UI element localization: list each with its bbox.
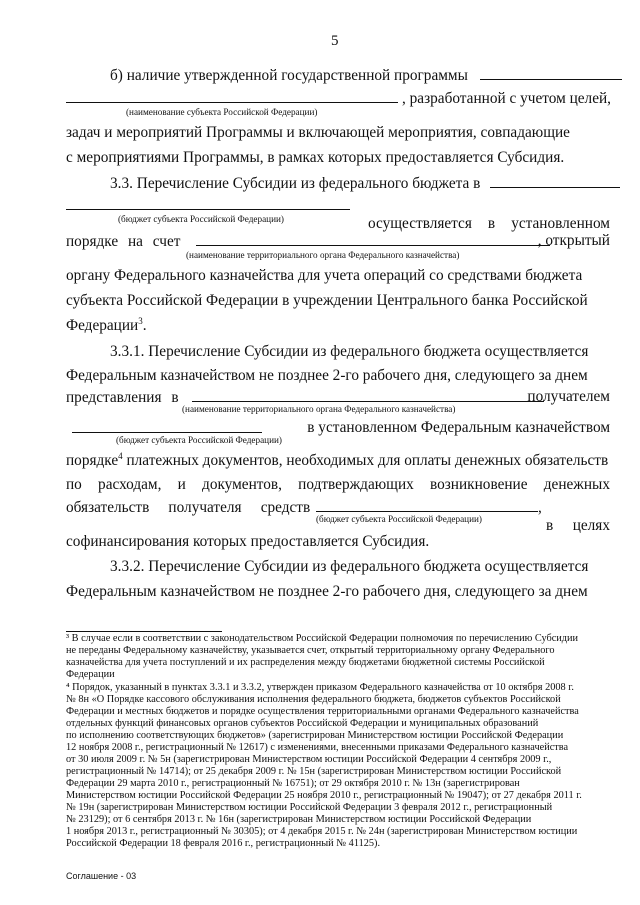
footnote-3-line: Федерации: [66, 669, 115, 680]
para-b-line-2: , разработанной с учетом целей,: [66, 89, 610, 108]
budget-blank-4: [316, 498, 538, 512]
budget-blank-3: [72, 419, 262, 433]
para-b-line-1: б) наличие утвержденной государственной программы: [110, 66, 610, 85]
footnote-4-line: № 19н (зарегистрирован Министерством юстиции Российской Федерации 3 февраля 2012 г., регистрационный: [66, 802, 553, 813]
caption-treasury-organ-1: (наименование территориального органа Федерального казначейства): [186, 250, 460, 260]
footnote-4-line: Федерации 29 марта 2010 г., регистрационный № 16751); от 29 октября 2010 г. № 13н (зарегистрирован: [66, 778, 520, 789]
footnote-3-line: казначейства для учета поступлений и их распределения между бюджетами бюджетной системы Российской: [66, 657, 545, 668]
budget-blank-1: [490, 174, 620, 188]
caption-budget-subject-2: (бюджет субъекта Российской Федерации): [116, 435, 282, 445]
para-33-line-2: осуществляется в установленном: [66, 196, 610, 215]
treasury-organ-blank: [196, 232, 550, 246]
footnote-4-line: по исполнению соответствующих бюджетов» (зарегистрирован Министерством юстиции Российской Федерации: [66, 730, 564, 741]
footnote-4-line: от 30 июля 2009 г. № 5н (зарегистрирован Министерством юстиции Российской Федерации 4 сентября 2009 г.,: [66, 754, 552, 765]
para-331-line-5: порядке$^4$ платежных документов, необходимых для оплаты денежных обязательств: [66, 450, 609, 469]
document-label: Соглашение - 03: [66, 871, 137, 881]
caption-subject-name: (наименование субъекта Российской Федерации): [126, 107, 318, 117]
para-331-line-3: представления в получателем: [66, 388, 610, 406]
footnote-3-line: не переданы Федеральному казначейству, указывается счет, открытый территориальному органу Федерального: [66, 645, 555, 656]
para-b-line-3: задач и мероприятий Программы и включающей мероприятия, совпадающие: [66, 124, 570, 141]
footnote-4-line: Федерации и местных бюджетов и порядке осуществления территориальными органами Федерального казначейства: [66, 706, 579, 717]
program-blank: [480, 66, 622, 80]
footnote-4-line: № 23129); от 6 сентября 2013 г. № 16н (зарегистрирован Министерством юстиции Российской Федерации: [66, 814, 532, 825]
footnote-4-line: ⁴ Порядок, указанный в пунктах 3.3.1 и 3.3.2, утвержден приказом Федерального казначейства от 10 октября 2008 г.: [66, 682, 574, 693]
para-331-line-1: 3.3.1. Перечисление Субсидии из федерального бюджета осуществляется: [110, 343, 589, 360]
para-33-line-5: субъекта Российской Федерации в учреждении Центрального банка Российской: [66, 292, 588, 309]
para-332-line-1: 3.3.2. Перечисление Субсидии из федерального бюджета осуществляется: [110, 558, 589, 575]
caption-treasury-organ-2: (наименование территориального органа Федерального казначейства): [182, 404, 456, 414]
caption-budget-subject: (бюджет субъекта Российской Федерации): [118, 214, 284, 224]
caption-budget-subject-3: (бюджет субъекта Российской Федерации): [316, 514, 482, 524]
para-331-line-7: обязательств получателя средств , в целях: [66, 499, 610, 534]
para-33-line-4: органу Федерального казначейства для учета операций со средствами бюджета: [66, 267, 583, 284]
para-331-line-8: софинансирования которых предоставляется Субсидия.: [66, 533, 430, 550]
para-b-line-4: с мероприятиями Программы, в рамках которых предоставляется Субсидия.: [66, 149, 565, 166]
para-331-line-6: по расходам, и документов, подтверждающих возникновение денежных: [66, 476, 610, 493]
treasury-organ-blank-2: [192, 388, 544, 402]
footnote-ref-4: 4: [118, 450, 123, 461]
para-331-line-4: в установленном Федеральным казначейством: [66, 419, 610, 438]
footnote-4-line: № 8н «О Порядке кассового обслуживания исполнения федерального бюджета, бюджетов субъектов Российской: [66, 694, 561, 705]
budget-blank-2: [66, 196, 350, 210]
footnote-ref-3: 3: [138, 315, 143, 326]
para-33-line-3: порядке на счет , открытый: [66, 232, 610, 250]
footnote-4-line: отдельных функций финансовых органов субъектов Российской Федерации и муниципальных образований: [66, 718, 539, 729]
para-33-line-1: 3.3. Перечисление Субсидии из федерального бюджета в: [110, 174, 610, 193]
footnote-4-line: Российской Федерации 18 февраля 2016 г., регистрационный № 41125).: [66, 838, 381, 849]
footnote-4-line: Министерством юстиции Российской Федерации 25 ноября 2010 г., регистрационный № 19047); от 27 декабря 2011 г.: [66, 790, 582, 801]
footnote-separator: [66, 631, 222, 632]
page-number: 5: [331, 33, 339, 49]
footnote-4-line: 1 ноября 2013 г., регистрационный № 30305); от 4 декабря 2015 г. № 24н (зарегистрирован Министерством юстиции: [66, 826, 578, 837]
footnote-4-line: регистрационный № 14714); от 25 декабря 2009 г. № 15н (зарегистрирован Министерством юстиции Российской: [66, 766, 562, 777]
para-331-line-2: Федеральным казначейством не позднее 2-го рабочего дня, следующего за днем: [66, 367, 588, 384]
footnote-4-line: 12 ноября 2008 г., регистрационный № 12617) с изменениями, внесенными приказами Федерального казначейства: [66, 742, 569, 753]
para-332-line-2: Федеральным казначейством не позднее 2-го рабочего дня, следующего за днем: [66, 583, 588, 600]
subject-name-blank: [66, 89, 398, 103]
footnote-3-line: ³ В случае если в соответствии с законодательством Российской Федерации полномочия по перечислению Субсидии: [66, 633, 579, 644]
para-33-line-6: Федерации$^3$.: [66, 315, 147, 334]
